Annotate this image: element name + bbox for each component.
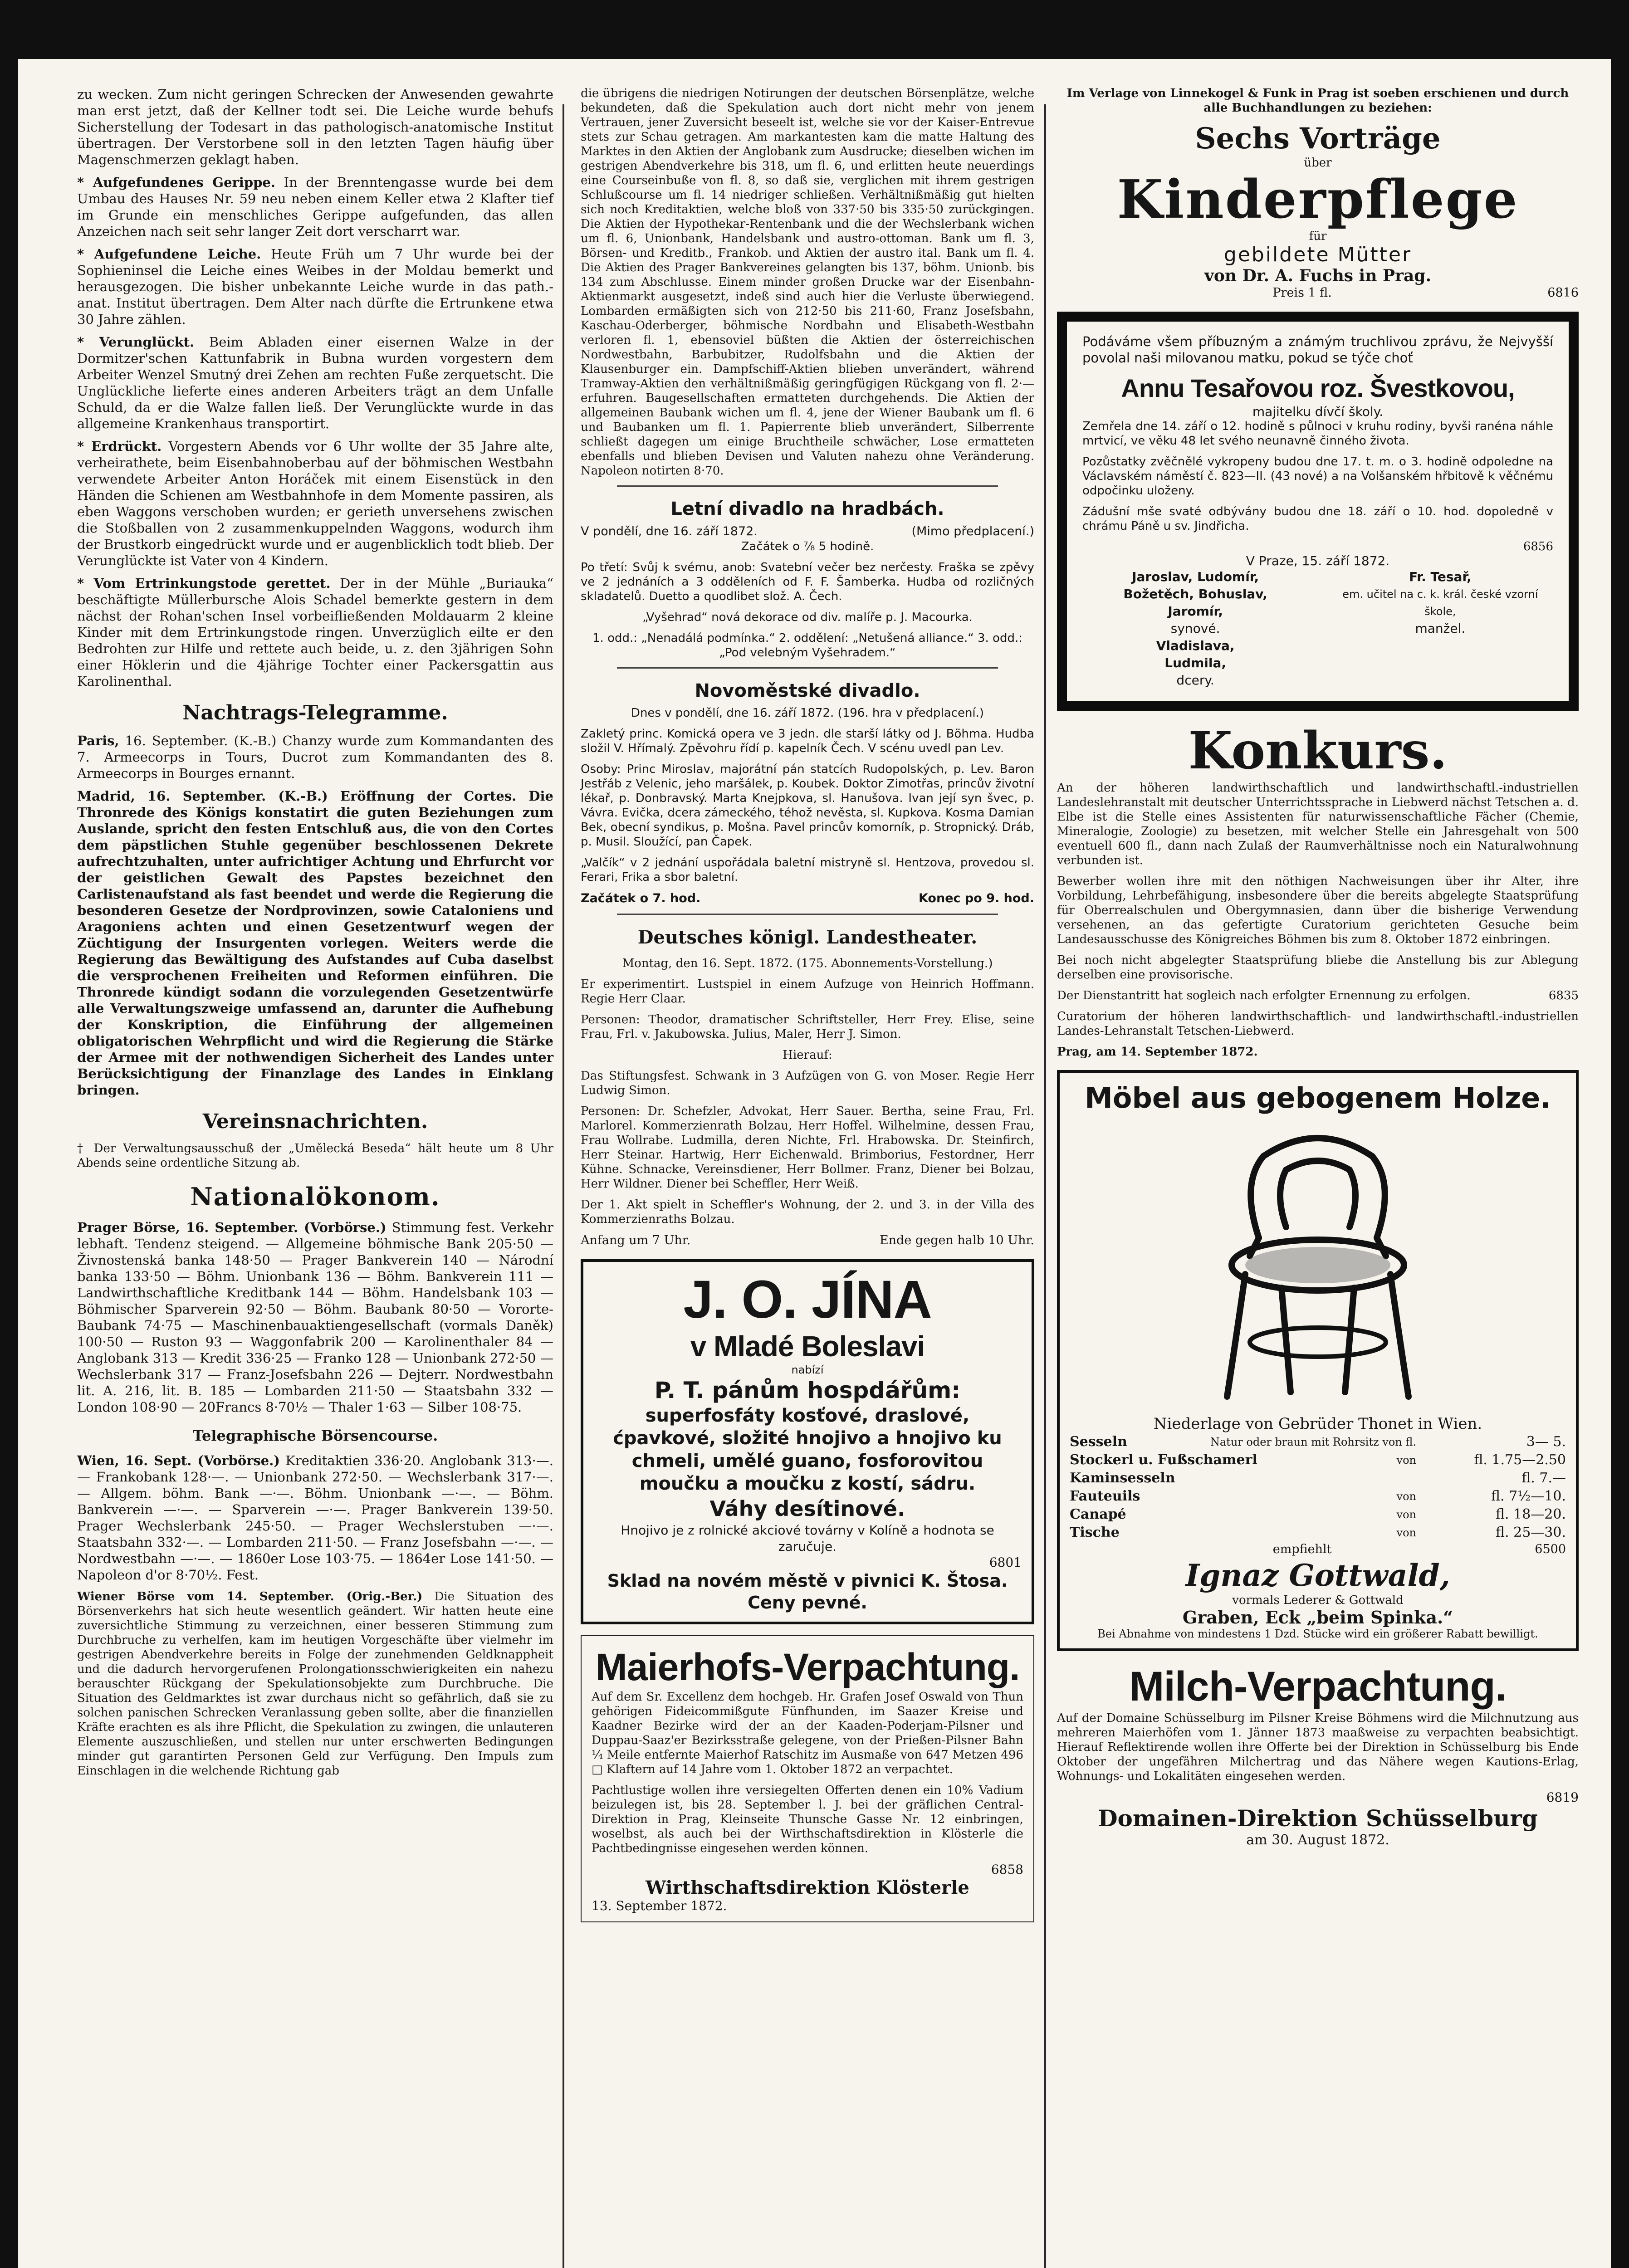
news-item: * Aufgefundene Leiche. Heute Früh um 7 Uhr wurde bei der Sophieninsel die Leiche eines Weibes in der Moldau bemerkt und herausgezogen. Die bisher unbekannte Leiche wurde in das path.-anat. Institut übertragen. Dem Alter nach dürfte die Ertrunkene etwa 30 Jahre zählen. (77, 246, 553, 327)
theatre-heading-nove: Novoměstské divadlo. (695, 680, 920, 701)
theatre-programme: Zakletý princ. Komická opera ve 3 jedn. dle starší látky od J. Böhma. Hudba složil V. Hřímalý. Zpěvohru řídí p. kapelník Čech. V scénu uvedl pan Lev. (581, 727, 1034, 755)
ad-kinder-line2: gebildete Mütter (1223, 243, 1412, 266)
price-line: Fauteuils von fl. 7½—10. (1070, 1488, 1566, 1504)
milch-title: Milch-Verpachtung. (1129, 1663, 1507, 1710)
vienna-report: Wiener Börse vom 14. September. (Orig.-Ber.) Die Situation des Börsenverkehrs hat sich heute wesentlich geändert. Wir hatten heute eine zuversichtliche Stimmung zu verzeichnen, einer besseren Stimmung zum Durchbruche zu verhelfen, kam im heutigen Vorgeschäfte über vielmehr im gestrigen Abendverkehre bereits in Folge der zunehmenden Geldknappheit und die dadurch hervorgerufenen Prolongationsschwierigkeiten ein nahezu berauschter Rückgang der Spekulationsobjekte zum Durchbruche. Die Situation des Geldmarktes ist zwar durchaus nicht so gefährlich, daß sie zu solchen panischen Schrecken Veranlassung geben sollte, aber die finanziellen Kräfte erachten es als ihre Pflicht, die Spekulation zu zwingen, die unlauteren Elemente auszuschließen, und stellen nur unter erschwerten Bedingungen minder gut garantirten Personen Geld zur Verfügung. Den Impuls zum Einschlagen in die welchende Richtung gab (77, 1590, 554, 1778)
column-left (77, 86, 553, 1784)
ad-thonet-niederlage: Niederlage von Gebrüder Thonet in Wien. (1153, 1415, 1482, 1433)
obituary-role: majitelku dívčí školy. (1252, 404, 1384, 419)
price-line: Kaminsesseln fl. 7.— (1070, 1470, 1566, 1486)
ad-thonet-seller: Ignaz Gottwald, (1185, 1558, 1450, 1593)
ad-maierhof-text2: Pachtlustige wollen ihre versiegelten Offerten denen ein 10% Vadium beizulegen ist, bis 28. September l. J. bei der gräflichen Central-Direktion in Prag, Kleinseite Thunsche Gasse Nr. 12 einbringen, woselbst, als auch bei der Wirthschaftsdirektion in Klösterle die Pachtbedingnisse eingesehen werden können. (592, 1784, 1023, 1855)
ad-jina-name: J. O. JÍNA (683, 1270, 932, 1330)
theatre-acts: 1. odd.: „Nenadálá podmínka.“ 2. oddělení: „Netušená alliance.“ 3. odd.: „Pod velebným Vyšehradem.“ (592, 631, 1022, 660)
ad-maierhof-text: Auf dem Sr. Excellenz dem hochgeb. Hr. Grafen Josef Oswald von Thun gehörigen Fideicommißgute Fünfhunden, im Saazer Kreise und Kaadner Bezirke wird der an der Kaaden-Poderjam-Pilsner und Duppau-Saaz'er Bezirksstraße gelegene, von der Prießen-Pilsner Bahn ¼ Meile entfernte Maierhof Ratschitz im Ausmaße von 647 Metzen 496 □ Klaftern auf 14 Jahre vom 1. Oktober 1872 an verpachtet. (592, 1690, 1023, 1776)
ad-kinder-fuer: für (1309, 230, 1327, 243)
obituary-text3: Pozůstatky zvěčnělé vykropeny budou dne 17. t. m. o 3. hodině odpoledne na Václavském náměstí č. 823—II. (43 nové) a na Volšanském hřbitově k věčnému odpočinku uloženy. (1082, 455, 1553, 498)
ad-jina (581, 1259, 1034, 1624)
theatre-cast: Personen: Dr. Schefzler, Advokat, Herr Sauer. Bertha, seine Frau, Frl. Marlorel. Kommerzienrath Bolzau, Herr Hoffel. Wilhelmine, dessen Frau, Frau Wollrabe. Ludmilla, deren Nichte, Frl. Hrabowska. Dr. Steinfirch, Herr Steinar. Hartwig, Herr Eichenwald. Brimborius, Festordner, Herr Kühne. Schnacke, Vereinsdiener, Herr Bollmer. Franz, Diener bei Bolzau, Herr Wildner. Diener bei Scheffler, Herr Weiß. (581, 1105, 1034, 1191)
column-middle (581, 86, 1034, 1933)
price-line: Tische von fl. 25—30. (1070, 1525, 1566, 1540)
ad-thonet-note: Bei Abnahme von mindestens 1 Dzd. Stücke wird ein größerer Rabatt bewilligt. (1097, 1628, 1538, 1640)
ad-thonet-address: Graben, Eck „beim Spinka.“ (1182, 1607, 1453, 1628)
ad-code: 6856 (1523, 540, 1553, 553)
ad-thonet-former: vormals Lederer & Gottwald (1232, 1593, 1404, 1607)
theatre-decoration: „Vyšehrad“ nová dekorace od div. malíře p. J. Macourka. (642, 611, 973, 624)
prague-exchange: Prager Börse, 16. September. (Vorbörse.) Stimmung fest. Verkehr lebhaft. Tendenz steigend. — Allgemeine böhmische Bank 205·50 — Živnostenská banka 148·50 — Prager Bankverein 140 — Národní banka 133·50 — Böhm. Unionbank 136 — Böhm. Bankverein 111 — Landwirthschaftliche Kreditbank 144 — Böhm. Handelsbank 103 — Böhmischer Sparverein 92·50 — Böhm. Baubank 80·50 — Vororte-Baubank 74·75 — Maschinenbauaktiengesellschaft (vormals Daněk) 100·50 — Ruston 93 — Waggonfabrik 200 — Karolinenthaler 84 — Anglobank 313 — Kredit 336·25 — Franko 128 — Unionbank 272·50 — Wechslerbank 317 — Franz-Josefsbahn 226 — Dejterr. Nordwestbahn lit. A. 216, lit. B. 185 — Lombarden 211·50 — Staatsbahn 332 — London 108·90 — 20Francs 8·70½ — Thaler 1·63 — Silber 108·75. (77, 1220, 553, 1415)
theatre-cast: Personen: Theodor, dramatischer Schriftsteller, Herr Frey. Elise, seine Frau, Frl. v. Jakubowska. Julius, Maler, Herr J. Simon. (581, 1013, 1034, 1041)
milch-date: am 30. August 1872. (1246, 1832, 1389, 1848)
section-heading-economy: Nationalökonom. (190, 1182, 440, 1211)
theatre-heading-landes: Deutsches königl. Landestheater. (637, 927, 978, 948)
column-rule (1044, 104, 1046, 2268)
theatre-programme: Das Stiftungsfest. Schwank in 3 Aufzügen von G. von Moser. Regie Herr Ludwig Simon. (581, 1069, 1034, 1097)
konkurs-text3: Bei noch nicht abgelegter Staatsprüfung bliebe die Anstellung bis zur Ablegung derselben eine provisorische. (1057, 953, 1579, 982)
ad-maierhof (581, 1635, 1034, 1922)
ad-jina-to: P. T. pánům hospdářům: (654, 1377, 961, 1403)
news-item: * Aufgefundenes Gerippe. In der Brenntengasse wurde bei dem Umbau des Hauses Nr. 59 neu neben einem Keller etwa 2 Klafter tief im Grunde ein menschliches Gerippe aufgefunden, das allen Anzeichen nach seit sehr langer Zeit dort verscharrt war. (77, 175, 554, 239)
milch-notice (1057, 1662, 1579, 1848)
theatre-date-line: Montag, den 16. Sept. 1872. (175. Abonnements-Vorstellung.) (622, 957, 993, 970)
vienna-exchange: Wien, 16. Sept. (Vorbörse.) Kreditaktien 336·20. Anglobank 313·—. — Frankobank 128·—. — Unionbank 272·50. — Wechslerbank 317·—. — Allgem. böhm. Bank —·—. Böhm. Unionbank —·—. — Böhm. Bankverein —·—. — Sparverein —·—. Prager Bankverein 139·50. Prager Wechslerbank 245·50. — Prager Wechslerstuben —·—. Staatsbahn 332·—. — Lombarden 211·50. — Franz Josefsbahn —·—. — Nordwestbahn —·—. — 1860er Lose 103·75. — 1864er Lose 141·50. — Napoleon d'or 8·70½. Fest. (77, 1453, 553, 1583)
column-right (1057, 86, 1579, 1848)
bentwood-chair-illustration (1200, 1120, 1436, 1410)
obituary-text4: Zádušní mše svaté odbývány budou dne 18. září o 10. hod. dopoledně v chrámu Páně u sv. Jindřicha. (1082, 505, 1553, 533)
ad-kinder-top: Im Verlage von Linnekogel & Funk in Prag ist soeben erschienen und durch alle Buchhandlungen zu beziehen: (1066, 87, 1569, 115)
ad-kinder-footer: Preis 1 fl. 6816 (1272, 286, 1579, 300)
milch-sign: Domainen-Direktion Schüsselburg (1098, 1805, 1538, 1832)
ad-maierhof-title: Maierhofs-Verpachtung. (595, 1646, 1020, 1688)
ad-jina-note: Hnojivo je z rolnické akciové továrny v Kolíně a hodnota se zaručuje. (621, 1523, 994, 1554)
telegram-item: Madrid, 16. September. (K.-B.) Eröffnung der Cortes. Die Thronrede des Königs konstatirt die guten Beziehungen zum Auslande, spricht den festen Entschluß aus, die von den Cortes dem päpstlichen Stuhle gegenüber beschlossenen Dekrete aufrechtzuhalten, unter aufrichtiger Achtung und Ehrfurcht vor der geistlichen Gewalt des Papstes bezeichnet den Carlistenaufstand als fast beendet und werde die Regierung die besonderen Gesetze der Nordprovinzen, sowie Cataloniens und Aragoniens achten und einen Gesetzentwurf wegen der Züchtigung der Insurgenten vorlegen. Weiters werde die Regierung das Bewältigung des Aufstandes auf Cuba daselbst die versprochenen Freiheiten und Reformen einführen. Die Thronrede kündigt sodann die vorzulegenden Gesetzentwürfe alle Verwaltungszweige umfassend an, darunter die Aufhebung der Konskription, die Einführung der allgemeinen obligatorischen Wehrpflicht und wird die Regierung die Stärke der Armee mit der nothwendigen Sicherheit des Landes unter Berücksichtigung der Finanzlage des Landes in Einklang bringen. (77, 788, 553, 1098)
section-heading-tele-courses: Telegraphische Börsencourse. (192, 1427, 438, 1444)
konkurs-notice (1057, 722, 1579, 1059)
theatre-heading-letni: Letní divadlo na hradbách. (670, 499, 944, 519)
konkurs-text5: Curatorium der höheren landwirthschaftlich- und landwirthschaftl.-industriellen Landes-Lehranstalt Tetschen-Liebwerd. (1057, 1010, 1579, 1038)
ad-jina-goods: superfosfáty kosťové, draslové, ćpavkové, složité hnojivo a hnojivo ku chmeli, umělé guano, fosforovitou moučku a moučku z kostí, sádru. (613, 1405, 1002, 1494)
theatre-date-line: V pondělí, dne 16. září 1872. (Mimo předplacení.) (581, 524, 1034, 538)
konkurs-text: An der höheren landwirthschaftlich und landwirthschaftl.-industriellen Landeslehranstalt mit deutscher Unterrichtssprache in Liebwerd nächst Tetschen a. d. Elbe ist die Stelle eines Assistenten für naturwissenschaftliche Fächer (Chemie, Mineralogie, Zoologie) zu besetzen, mit welcher Stelle ein Jahresgehalt von 500 eventuell 600 fl., dann nach Zulaß der Raumverhältnisse noch ein Naturalwohnung verbunden ist. (1057, 781, 1579, 867)
theatre-start: Začátek o ⅞ 5 hodině. (741, 540, 874, 553)
verein-text: † Der Verwaltungsausschuß der „Umělecká Beseda“ hält heute um 8 Uhr Abends seine ordentliche Sitzung ab. (77, 1142, 553, 1170)
obituary (1057, 312, 1579, 711)
theatre-hierauf: Hierauf: (783, 1048, 832, 1062)
ad-kinder-ueber: über (1304, 156, 1332, 170)
theatre-times: Začátek o 7. hod. Konec po 9. hod. (581, 891, 1034, 905)
article-intro: zu wecken. Zum nicht geringen Schrecken der Anwesenden gewahrte man erst jetzt, daß der Kellner todt sei. Die Leiche wurde behufs Sicherstellung der Todesart in das pathologisch-anatomische Institut übertragen. Der Verstorbene soll in den letzten Tagen häufig über Magenschmerzen geklagt haben. (77, 87, 553, 167)
ad-kinder-author: von Dr. A. Fuchs in Prag. (1204, 266, 1432, 285)
theatre-times: Anfang um 7 Uhr. Ende gegen halb 10 Uhr. (581, 1233, 1034, 1247)
telegram-item: Paris, 16. September. (K.-B.) Chanzy wurde zum Kommandanten des 7. Armeecorps in Tours, Ducrot zum Kommandanten des 8. Armeecorps in Bourges ernannt. (77, 733, 553, 781)
ad-jina-prices: Ceny pevné. (748, 1593, 867, 1613)
news-item: * Verunglückt. Beim Abladen einer eisernen Walze in der Dormitzer'schen Kattunfabrik in Bubna wurden vorgestern dem Arbeiter Wenzel Smutný drei Zehen am rechten Fuße zerquetscht. Die Unglückliche lieferte eines anderen Arbeiters trägt an dem Unfalle Schuld, da er die Walze fallen ließ. Der Verunglückte wurde in das allgemeine Krankenhaus transportirt. (77, 334, 553, 431)
ad-kinderpflege (1057, 86, 1579, 301)
obituary-text: Podáváme všem příbuzným a známým truchlivou zprávu, že Nejvyšší povolal naši milovanou matku, pokud se týče choť (1082, 334, 1553, 366)
ad-thonet-title: Möbel aus gebogenem Holze. (1085, 1081, 1551, 1114)
konkurs-text4: Der Dienstantritt hat sogleich nach erfolgter Ernennung zu erfolgen. 6835 (1057, 989, 1579, 1002)
divider (617, 914, 998, 915)
ad-jina-vahy: Váhy desítinové. (709, 1496, 905, 1521)
theatre-programme: Po třetí: Svůj k svému, anob: Svatební večer bez nerčesty. Fraška se zpěvy ve 2 jednáních a 3 odděleních od F. F. Šamberka. Hudba od rozličných skladatelů. Duetto a quodlibet slož. A. Čech. (581, 561, 1034, 603)
newspaper-page (18, 59, 1611, 2268)
ad-code: 6819 (1546, 1790, 1579, 1805)
price-line: Canapé von fl. 18—20. (1070, 1506, 1566, 1522)
ad-thonet (1057, 1070, 1579, 1651)
price-line: Stockerl u. Fußschamerl von fl. 1.75—2.50 (1070, 1452, 1566, 1468)
section-heading-vereins: Vereinsnachrichten. (202, 1110, 428, 1133)
exchange-report-continued: die übrigens die niedrigen Notirungen der deutschen Börsenplätze, welche bekundeten, daß die Spekulation auch dort nicht mehr von jenem Vertrauen, jener Zuversicht beseelt ist, welche sie vor der Kaiser-Entrevue stets zur Schau getragen. Am markantesten kam die matte Haltung des Marktes in den Aktien der Anglobank zum Ausdrucke; dieselben wichen im gestrigen Abendverkehre bis 318, um fl. 6, und erlitten heute neuerdings eine Courseinbuße von fl. 8, so daß sie, verglichen mit ihrem gestrigen Schlußcourse um fl. 14 niedriger schließen. Verhältnißmäßig gut hielten sich noch Kreditaktien, welche bloß von 337·50 bis 335·50 zurückgingen. Die Aktien der Hypothekar-Rentenbank und die der Wechslerbank wichen um fl. 6, Unionbank, Handelsbank und austro-ottoman. Bank um fl. 3, Börsen- und Kreditb., Frankob. und Aktien der austro ital. Bank um fl. 4. Die Aktien des Prager Bankvereines gelangten bis 137, böhm. Unionb. bis 134 zum Abschlusse. Einem minder großen Drucke war der Eisenbahn-Aktienmarkt ausgesetzt, indeß sind auch hier die Verluste überwiegend. Lombarden ermäßigten sich von 212·50 bis 211·60, Franz Josefsbahn, Kaschau-Oderberger, böhmische Nordbahn und Elisabeth-Westbahn verloren fl. 1, ebensoviel büßten die Aktien der österreichischen Nordwestbahn, Barbubitzer, Rudolfsbahn und die Aktien der Klausenburger ein. Dampfschiff-Aktien blieben unverändert, während Tramway-Aktien den verhältnißmäßig geringfügigen Rückgang von fl. 2·— erfuhren. Baugesellschaften ermatteten durchgehends. Die Aktien der allgemeinen Baubank wichen um fl. 4, jene der Wiener Baubank um fl. 6 und Baubanken um fl. 1. Papierrente blieb unverändert, Silberrente schließt dagegen um einige Bruchtheile schwächer, Lose ermatteten ebenfalls und blieben Devisen und Valuten nahezu ohne Veränderung. Napoleon notirten 8·70. (581, 87, 1034, 478)
ad-kinder-title: Kinderpflege (1117, 169, 1519, 230)
ad-maierhof-date: 13. September 1872. (592, 1898, 727, 1913)
konkurs-text2: Bewerber wollen ihre mit den nöthigen Nachweisungen über ihr Alter, ihre Vorbildung, Lehrbefähigung, insbesondere über die bereits abgelegte Staatsprüfung für Oberrealschulen und Obergymnasien, dann über die bisherige Verwendung versehenen, an das gefertigte Curatorium gerichteten Gesuche beim Landesausschusse des Königreiches Böhmen bis zum 8. Oktober 1872 einbringen. (1057, 875, 1579, 946)
ad-jina-sklad: Sklad na novém městě v pivnici K. Štosa. (607, 1571, 1008, 1591)
price-line: Sesseln Natur oder braun mit Rohrsitz von fl. 3— 5. (1070, 1434, 1566, 1450)
obituary-text2: Zemřela dne 14. září o 12. hodině s půlnoci v kruhu rodiny, byvši ranéna náhle mrtvicí, ve věku 48 let svého neunavně činného života. (1082, 420, 1553, 448)
theatre-cast: Osoby: Princ Miroslav, majorátní pán statcích Rudopolských, p. Lev. Baron Jestřáb z Velenic, jeho maršálek, p. Koubek. Doktor Zimotřas, princův životní lékař, p. Donbravský. Marta Knejpkova, sl. Hanušova. Ivan její syn švec, p. Vávra. Evička, dcera zámeckého, téhož nevěsta, sl. Kupkova. Kosma Damian Bek, obecní syndikus, p. Mošna. Pavel princův komorník, p. Stropnický. Dráb, p. Musil. Sloužící, pan Čapek. (581, 763, 1034, 849)
obituary-name: Annu Tesařovou roz. Švestkovou, (1121, 374, 1515, 402)
obituary-signatures: Jaroslav, Ludomír, Božetěch, Bohuslav, Jaromír, synové. Vladislava, Ludmila, dcery. Fr. Tesař, em. učitel na c. k. král. české vzorní škole, manžel. (1123, 569, 1538, 688)
news-item: * Vom Ertrinkungstode gerettet. Der in der Mühle „Buriauka“ beschäftigte Müllerbursche Alois Schadel bemerkte gestern in dem nächst der Rohan'schen Insel vorbeifließenden Moldauarm 2 kleine Kinder mit dem Ertrinkungstode ringen. Unverzüglich eilte er den Bedrohten zur Hilfe und rettete auch beide, u. z. den 3jährigen Sohn einer Höklerin und die 4jährige Tochter einer Packersgattin aus Karolinenthal. (77, 576, 553, 689)
divider (617, 667, 998, 669)
theatre-date-line: Dnes v pondělí, dne 16. září 1872. (196. hra v předplacení.) (631, 706, 984, 720)
theatre-ballet: „Valčík“ v 2 jednání uspořádala baletní mistryně sl. Hentzova, provedou sl. Ferari, Frika a sbor baletní. (581, 856, 1034, 884)
divider (617, 485, 998, 487)
ad-thonet-empf: empfiehlt 6500 (1272, 1542, 1566, 1556)
obituary-date: V Praze, 15. září 1872. (1246, 553, 1390, 568)
theatre-note: Der 1. Akt spielt in Scheffler's Wohnung, der 2. und 3. in der Villa des Kommerzienraths Bolzau. (581, 1198, 1034, 1226)
ad-code: 6801 (989, 1555, 1022, 1570)
theatre-programme: Er experimentirt. Lustspiel in einem Aufzuge von Heinrich Hoffmann. Regie Herr Claar. (581, 978, 1034, 1006)
news-item: * Erdrückt. Vorgestern Abends vor 6 Uhr wollte der 35 Jahre alte, verheirathete, beim Eisenbahnoberbau auf der böhmischen Westbahn verwendete Arbeiter Anton Horáček mit einem Eisenstück in den Händen die Schienen am Westbahnhofe in dem Momente passiren, als eben Waggons verschoben wurden; er gerieth unversehens zwischen die Stoßballen von 2 zusammenkuppelnden Waggons, wodurch ihm der Brustkorb eingedrückt wurde und er augenblicklich todt blieb. Der Verunglückte ist Vater von 4 Kindern. (77, 439, 553, 568)
ad-kinder-line1: Sechs Vorträge (1195, 122, 1441, 156)
konkurs-title: Konkurs. (1188, 721, 1448, 781)
section-heading-telegrams: Nachtrags-Telegramme. (182, 701, 448, 724)
ad-jina-nabizi: nabízí (791, 1364, 824, 1376)
ad-maierhof-sign: Wirthschaftsdirektion Klösterle (646, 1877, 969, 1898)
ad-jina-place: v Mladé Boleslavi (690, 1330, 925, 1363)
konkurs-date: Prag, am 14. September 1872. (1057, 1045, 1258, 1059)
milch-text: Auf der Domaine Schüsselburg im Pilsner Kreise Böhmens wird die Milchnutzung aus mehreren Maierhöfen vom 1. Jänner 1873 maaßweise zu verpachten beabsichtigt. Hierauf Reflektirende wollen ihre Offerte bei der Direktion in Schüsselburg bis Ende Oktober der ungefähren Milchertrag und das Nähere wegen Kautions-Erlag, Wohnungs- und Lokalitäten eingesehen werden. (1057, 1711, 1579, 1783)
column-rule (563, 104, 564, 2268)
ad-code: 6858 (991, 1862, 1023, 1877)
